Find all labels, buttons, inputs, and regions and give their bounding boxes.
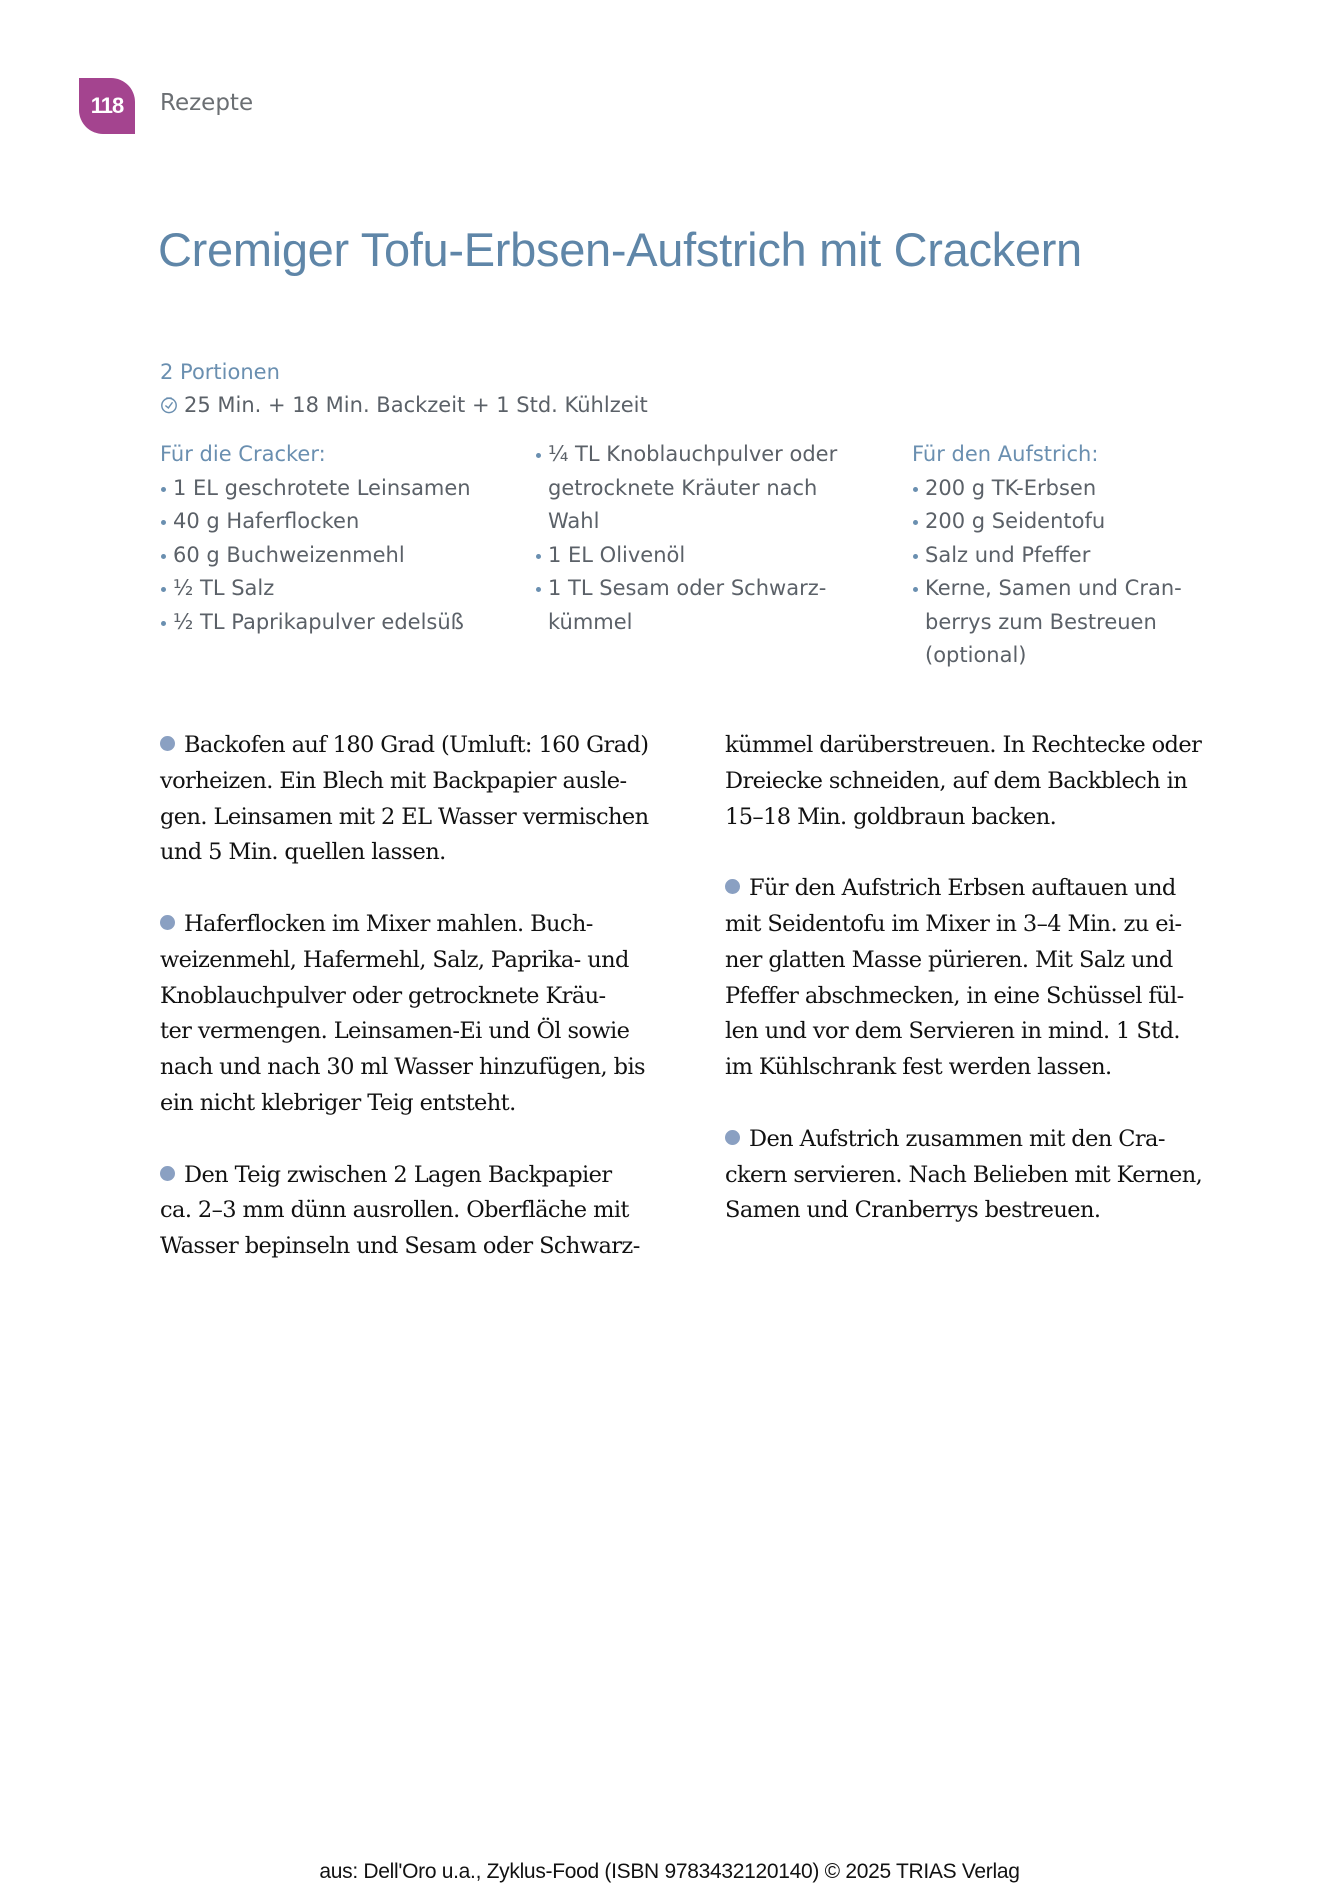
ingredient-item: 60 g Buchweizenmehl [160,539,500,573]
step-bullet-icon [160,736,175,751]
page-number-badge [79,78,135,134]
ingredient-item: ¼ TL Knoblauchpulver oder [535,438,875,472]
time-text: 25 Min. + 18 Min. Backzeit + 1 Std. Kühlzeit [184,393,648,417]
ingredient-item-continued: (optional) [925,643,1027,667]
step-line: Den Teig zwischen 2 Lagen Backpapier [160,1158,670,1194]
ingredient-list [912,472,1232,673]
step-line: ein nicht klebriger Teig entsteht. [160,1089,516,1116]
step-line: Pfeffer abschmecken, in eine Schüssel fül- [725,982,1184,1009]
step-line: Knoblauchpulver oder getrocknete Kräu- [160,982,606,1009]
ingredient-list [160,472,500,640]
step-line: und 5 Min. quellen lassen. [160,839,446,866]
ingredient-item: ½ TL Salz [160,572,500,606]
step-line: weizenmehl, Hafermehl, Salz, Paprika- und [160,946,629,973]
ingredient-item: 1 EL Olivenöl [535,539,875,573]
step-line: Samen und Cranberrys bestreuen. [725,1197,1101,1224]
steps-column-right [725,728,1235,1265]
recipe-title: Cremiger Tofu-Erbsen-Aufstrich mit Crackern [158,223,1082,276]
ingredient-item: 1 TL Sesam oder Schwarz- [535,572,875,606]
ingredient-item: 200 g TK-Erbsen [912,472,1232,506]
recipe-step [725,1122,1235,1229]
ingredient-item-continued: Wahl [548,509,600,533]
ingredients-crackers [160,438,500,639]
ingredient-item: 1 EL geschrotete Leinsamen [160,472,500,506]
step-line: ckern servieren. Nach Belieben mit Kernen, [725,1161,1203,1188]
page-number: 118 [90,93,124,118]
ingredients-heading: Für den Aufstrich: [912,442,1099,466]
recipe-step [160,907,670,1122]
step-line: ner glatten Masse pürieren. Mit Salz und [725,946,1173,973]
recipe-step [160,728,670,871]
step-line: mit Seidentofu im Mixer in 3–4 Min. zu ei- [725,910,1182,937]
time-row [160,389,648,422]
ingredient-item: Kerne, Samen und Cran- [912,572,1232,606]
step-line: Dreiecke schneiden, auf dem Backblech in [725,767,1188,794]
step-line: len und vor dem Servieren in mind. 1 Std. [725,1018,1180,1045]
step-bullet-icon [160,915,175,930]
step-line: vorheizen. Ein Blech mit Backpapier ausle- [160,767,627,794]
footer-citation: aus: Dell'Oro u.a., Zyklus-Food (ISBN 9783432120140) © 2025 TRIAS Verlag [319,1860,1020,1883]
step-line: Den Aufstrich zusammen mit den Cra- [725,1122,1235,1158]
ingredient-item-continued: berrys zum Bestreuen [925,609,1157,634]
ingredient-item: ½ TL Paprikapulver edelsüß [160,606,500,640]
steps-column-left [160,728,670,1301]
step-line: kümmel darüberstreuen. In Rechtecke oder [725,732,1202,758]
ingredient-item: Salz und Pfeffer [912,539,1232,573]
recipe-step [725,871,1235,1086]
ingredient-item: 40 g Haferflocken [160,505,500,539]
step-line: nach und nach 30 ml Wasser hinzufügen, bis [160,1054,646,1081]
step-line: Für den Aufstrich Erbsen auftauen und [725,871,1235,907]
portions: 2 Portionen [160,360,280,384]
step-bullet-icon [160,1166,175,1181]
step-line: gen. Leinsamen mit 2 EL Wasser vermischen [160,803,649,830]
step-line: ter vermengen. Leinsamen-Ei und Öl sowie [160,1018,630,1045]
recipe-step [725,728,1235,835]
clock-icon [160,396,178,414]
step-line: ca. 2–3 mm dünn ausrollen. Oberfläche mit [160,1197,629,1224]
step-bullet-icon [725,1130,740,1145]
step-line: Haferflocken im Mixer mahlen. Buch- [160,907,670,943]
ingredient-list [535,438,875,639]
step-line: im Kühlschrank fest werden lassen. [725,1054,1112,1081]
ingredient-item-continued: getrocknete Kräuter nach [548,475,818,500]
ingredients-heading: Für die Cracker: [160,442,326,466]
ingredients-crackers-continued [535,438,875,639]
recipe-meta [160,356,648,422]
section-label: Rezepte [160,90,254,116]
ingredient-item-continued: kümmel [548,609,633,634]
step-bullet-icon [725,879,740,894]
step-line: 15–18 Min. goldbraun backen. [725,803,1057,830]
recipe-step [160,1158,670,1265]
step-line: Wasser bepinseln und Sesam oder Schwarz- [160,1233,640,1260]
ingredient-item: 200 g Seidentofu [912,505,1232,539]
ingredients-spread [912,438,1232,673]
step-line: Backofen auf 180 Grad (Umluft: 160 Grad) [160,728,670,764]
